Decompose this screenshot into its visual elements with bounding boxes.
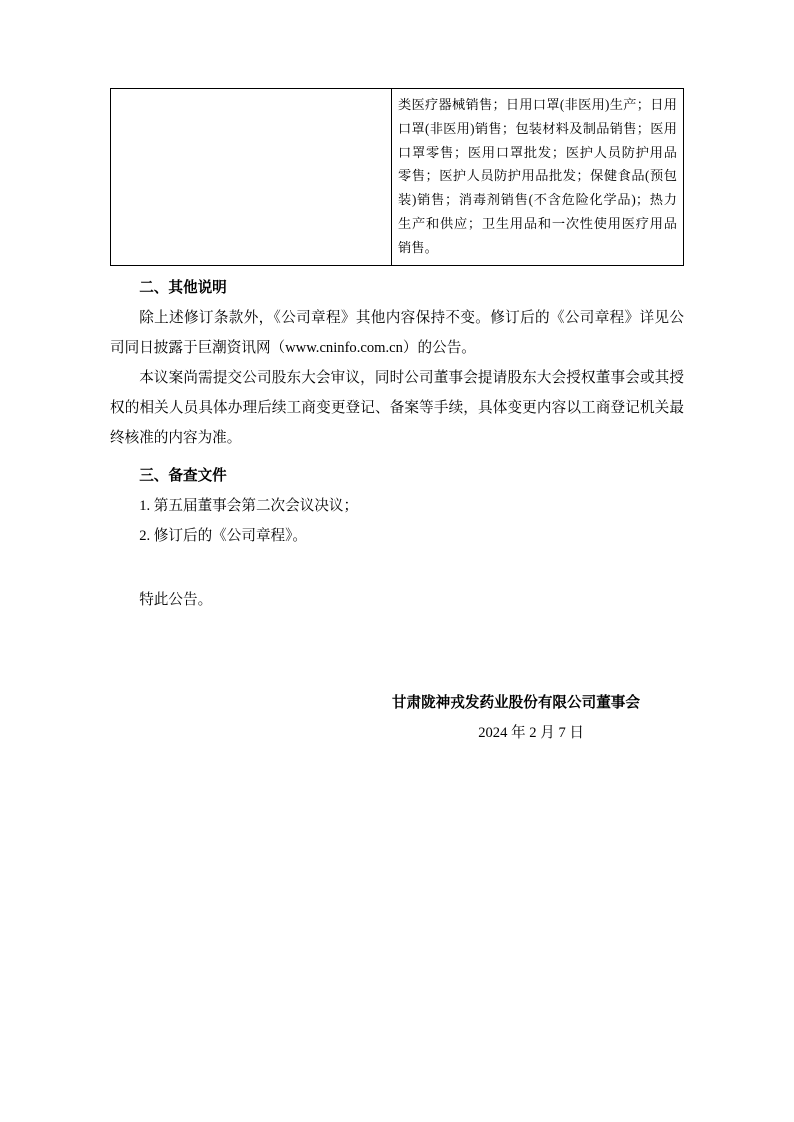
section-two-paragraph-2: 本议案尚需提交公司股东大会审议，同时公司董事会提请股东大会授权董事会或其授权的相关人员具体办理后续工商变更登记、备案等手续，具体变更内容以工商登记机关最终核准的内容为准。 <box>110 370 684 446</box>
section-two-paragraph-1: 除上述修订条款外，《公司章程》其他内容保持不变。修订后的《公司章程》详见公司同日披露于巨潮资讯网（www.cninfo.com.cn）的公告。 <box>110 310 684 357</box>
table-cell-left <box>111 89 392 266</box>
list-item: 2. 修订后的《公司章程》。 <box>139 527 308 544</box>
table-cell-right-text: 类医疗器械销售；日用口罩(非医用)生产；日用口罩(非医用)销售；包装材料及制品销售；医用口罩零售；医用口罩批发；医护人员防护用品零售；医护人员防护用品批发；保健食品(预包装)销售；消毒剂销售(不含危险化学品)；热力生产和供应；卫生用品和一次性使用医疗用品销售。 <box>398 97 677 255</box>
table-row <box>111 89 684 266</box>
closing-notice: 特此公告。 <box>139 591 213 608</box>
section-two-title: 二、其他说明 <box>139 280 227 297</box>
business-scope-table <box>110 88 684 266</box>
signature-date: 2024 年 2 月 7 日 <box>478 725 584 742</box>
section-three-title: 三、备查文件 <box>139 467 227 484</box>
table-cell-right <box>392 89 684 266</box>
signature-block <box>110 689 684 749</box>
signature-company: 甘肃陇神戎发药业股份有限公司董事会 <box>391 695 640 712</box>
spacer <box>110 552 684 586</box>
list-item: 1. 第五届董事会第二次会议决议； <box>139 497 359 514</box>
